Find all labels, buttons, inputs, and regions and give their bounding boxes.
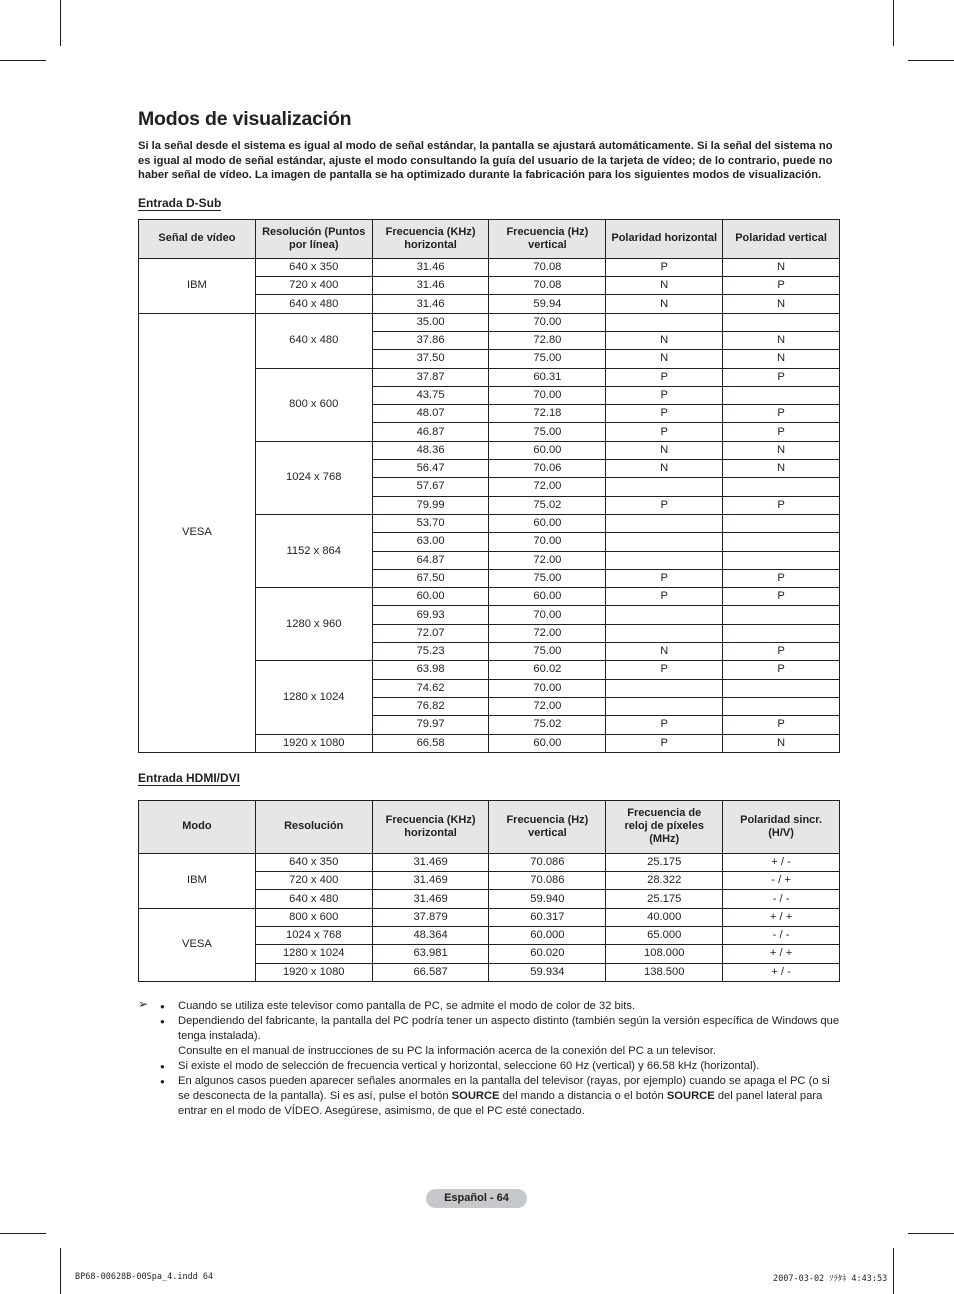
list-item [160,1074,840,1119]
list-item [160,1014,840,1059]
bullet-icon: ● [160,1001,165,1011]
list-item [160,1059,840,1074]
bullet-icon: ● [160,1061,165,1071]
value-cell: N [723,258,840,276]
resolution-cell: 1920 x 1080 [255,734,372,752]
note-text: Cuando se utiliza este televisor como pantalla de PC, se admite el modo de color de 32 bits. [178,999,636,1012]
value-cell: 63.00 [372,533,489,551]
value-cell: 60.020 [489,945,606,963]
note-text: En algunos casos pueden aparecer señales anormales en la pantalla del televisor (rayas, por ejemplo) cuando se apaga el PC (o si se desconecta de la pantalla). Si es así, pulse el botón [178,1074,830,1102]
dsub-header-cell: Frecuencia (Hz) vertical [489,219,606,258]
value-cell: N [606,295,723,313]
value-cell: P [606,258,723,276]
value-cell: 640 x 480 [255,890,372,908]
value-cell: 40.000 [606,908,723,926]
value-cell: 46.87 [372,423,489,441]
crop-mark [0,60,46,61]
value-cell: - / + [723,872,840,890]
value-cell: 63.98 [372,661,489,679]
note-arrow-icon: ➢ [138,996,149,1011]
value-cell: 1280 x 1024 [255,945,372,963]
value-cell: 70.00 [489,679,606,697]
value-cell: 31.469 [372,853,489,871]
value-cell: P [606,588,723,606]
value-cell: 60.00 [372,588,489,606]
value-cell: 31.46 [372,295,489,313]
value-cell: P [723,277,840,295]
dsub-header-cell: Resolución (Puntos por línea) [255,219,372,258]
value-cell: 48.07 [372,405,489,423]
value-cell: P [723,716,840,734]
resolution-cell: 1280 x 960 [255,588,372,661]
hdmi-header-cell: Polaridad sincr. (H/V) [723,800,840,853]
value-cell: N [723,350,840,368]
value-cell: 60.00 [489,734,606,752]
notes-section [138,996,840,1119]
value-cell: N [723,295,840,313]
value-cell: 60.00 [489,441,606,459]
value-cell: 37.879 [372,908,489,926]
dsub-header-cell: Frecuencia (KHz) horizontal [372,219,489,258]
value-cell: 75.00 [489,569,606,587]
value-cell: 1024 x 768 [255,926,372,944]
value-cell: 70.086 [489,872,606,890]
value-cell: 70.00 [489,313,606,331]
page-content [138,108,840,1119]
value-cell: P [606,386,723,404]
value-cell: 720 x 400 [255,872,372,890]
value-cell: 48.364 [372,926,489,944]
button-name-text: SOURCE [666,1089,715,1102]
value-cell: 79.99 [372,496,489,514]
value-cell [723,478,840,496]
value-cell: P [606,716,723,734]
value-cell: 56.47 [372,460,489,478]
dsub-header-cell: Polaridad vertical [723,219,840,258]
value-cell: P [723,643,840,661]
value-cell: P [723,588,840,606]
value-cell: 76.82 [372,697,489,715]
value-cell [606,478,723,496]
value-cell [606,551,723,569]
value-cell: 800 x 600 [255,908,372,926]
value-cell: 25.175 [606,890,723,908]
value-cell: P [723,496,840,514]
page-title: Modos de visualización [138,108,352,130]
value-cell: 31.46 [372,258,489,276]
mode-cell: VESA [139,908,256,981]
value-cell: P [723,368,840,386]
value-cell: N [606,277,723,295]
value-cell: 75.00 [489,423,606,441]
resolution-cell: 640 x 480 [255,295,372,313]
value-cell: + / - [723,963,840,981]
list-item [160,999,840,1014]
signal-cell: VESA [139,313,256,752]
value-cell: 72.00 [489,478,606,496]
value-cell: 59.934 [489,963,606,981]
signal-cell: IBM [139,258,256,313]
resolution-cell: 640 x 350 [255,258,372,276]
note-text: Dependiendo del fabricante, la pantalla del PC podría tener un aspecto distinto (también según la versión específica de Windows que tenga instalada). [178,1014,840,1042]
hdmi-table-body [139,853,840,981]
value-cell [723,679,840,697]
value-cell: 70.00 [489,386,606,404]
value-cell: 75.23 [372,643,489,661]
value-cell: + / + [723,908,840,926]
value-cell: P [723,405,840,423]
value-cell: 60.02 [489,661,606,679]
resolution-cell: 1152 x 864 [255,514,372,587]
value-cell: 138.500 [606,963,723,981]
value-cell: 70.086 [489,853,606,871]
value-cell: 74.62 [372,679,489,697]
hdmi-section-title: Entrada HDMI/DVI [138,770,241,785]
resolution-cell: 800 x 600 [255,368,372,441]
value-cell: 60.31 [489,368,606,386]
value-cell: - / - [723,890,840,908]
dsub-header-cell: Polaridad horizontal [606,219,723,258]
value-cell: 59.94 [489,295,606,313]
value-cell [606,679,723,697]
crop-mark [60,1248,61,1294]
value-cell: 35.00 [372,313,489,331]
value-cell: 43.75 [372,386,489,404]
hdmi-header-cell: Frecuencia de reloj de píxeles (MHz) [606,800,723,853]
value-cell: + / + [723,945,840,963]
value-cell: N [723,331,840,349]
value-cell [606,624,723,642]
value-cell: P [606,496,723,514]
value-cell: 108.000 [606,945,723,963]
value-cell: 69.93 [372,606,489,624]
button-name-text: SOURCE [451,1089,500,1102]
table-row [139,258,840,276]
hdmi-header-cell: Modo [139,800,256,853]
value-cell: P [606,734,723,752]
note-text: del panel lateral para entrar en el modo de VÍDEO. Asegúrese, asimismo, de que el PC esté conectado. [178,1089,823,1117]
value-cell: N [606,460,723,478]
value-cell: 72.80 [489,331,606,349]
value-cell: P [606,661,723,679]
value-cell: 60.317 [489,908,606,926]
value-cell: 75.02 [489,716,606,734]
value-cell: 70.00 [489,606,606,624]
value-cell: 60.000 [489,926,606,944]
crop-mark [893,1248,894,1294]
value-cell: 37.86 [372,331,489,349]
note-text: Consulte en el manual de instrucciones de su PC la información acerca de la conexión del PC a un televisor. [178,1044,716,1057]
footer-timestamp: 2007-03-02 ｿﾗﾀﾈ 4:43:53 [773,1274,888,1284]
value-cell: 57.67 [372,478,489,496]
value-cell: 31.46 [372,277,489,295]
value-cell: N [606,331,723,349]
value-cell: 70.08 [489,277,606,295]
value-cell [606,313,723,331]
value-cell: P [723,661,840,679]
value-cell: 48.36 [372,441,489,459]
hdmi-header-cell: Resolución [255,800,372,853]
value-cell: 25.175 [606,853,723,871]
value-cell: P [723,569,840,587]
value-cell: 75.00 [489,643,606,661]
crop-mark [908,60,954,61]
value-cell [723,606,840,624]
hdmi-header-cell: Frecuencia (Hz) vertical [489,800,606,853]
intro-paragraph: Si la señal desde el sistema es igual al modo de señal estándar, la pantalla se ajustará automáticamente. Si la señal del sistema no es igual al modo de señal estándar, ajuste el modo consultando la guía del usuario de la tarjeta de vídeo; de lo contrario, puede no haber señal de vídeo. La imagen de pantalla se ha optimizado durante la fabricación para los siguientes modos de visualización. [138,140,833,182]
hdmi-table [138,800,840,982]
value-cell: N [606,643,723,661]
value-cell: P [606,368,723,386]
notes-list [138,996,840,1119]
crop-mark [893,0,894,46]
value-cell: 66.58 [372,734,489,752]
value-cell: 60.00 [489,588,606,606]
value-cell: N [606,350,723,368]
value-cell: + / - [723,853,840,871]
value-cell: 31.469 [372,890,489,908]
resolution-cell: 720 x 400 [255,277,372,295]
value-cell [723,386,840,404]
value-cell: P [606,423,723,441]
value-cell: P [606,569,723,587]
table-row [139,313,840,331]
crop-mark [60,0,61,46]
value-cell: 72.07 [372,624,489,642]
page-number-badge: Español - 64 [426,1189,527,1208]
value-cell: 70.06 [489,460,606,478]
crop-mark [0,1233,46,1234]
value-cell: 63.981 [372,945,489,963]
bullet-icon: ● [160,1076,165,1086]
value-cell [723,313,840,331]
value-cell: 66.587 [372,963,489,981]
value-cell [723,514,840,532]
value-cell: 65.000 [606,926,723,944]
value-cell: 64.87 [372,551,489,569]
value-cell: 640 x 350 [255,853,372,871]
note-text: del mando a distancia o el botón [499,1089,667,1102]
dsub-header-cell: Señal de vídeo [139,219,256,258]
value-cell: 37.50 [372,350,489,368]
value-cell: 75.00 [489,350,606,368]
table-row [139,908,840,926]
value-cell: 31.469 [372,872,489,890]
value-cell [723,551,840,569]
crop-mark [908,1233,954,1234]
value-cell: N [723,441,840,459]
value-cell: 1920 x 1080 [255,963,372,981]
value-cell: 70.00 [489,533,606,551]
value-cell [723,533,840,551]
value-cell: 72.00 [489,624,606,642]
value-cell: N [723,734,840,752]
value-cell: N [723,460,840,478]
value-cell: 72.18 [489,405,606,423]
value-cell: P [723,423,840,441]
value-cell: 53.70 [372,514,489,532]
note-text: Si existe el modo de selección de frecuencia vertical y horizontal, seleccione 60 Hz (vertical) y 66.58 kHz (horizontal). [178,1059,760,1072]
value-cell: 72.00 [489,551,606,569]
value-cell [606,533,723,551]
value-cell [606,514,723,532]
value-cell: 60.00 [489,514,606,532]
value-cell: 67.50 [372,569,489,587]
bullet-icon: ● [160,1016,165,1026]
resolution-cell: 1024 x 768 [255,441,372,514]
value-cell [723,624,840,642]
value-cell: N [606,441,723,459]
mode-cell: IBM [139,853,256,908]
value-cell: - / - [723,926,840,944]
value-cell [606,697,723,715]
value-cell: 28.322 [606,872,723,890]
value-cell: 72.00 [489,697,606,715]
table-row [139,853,840,871]
dsub-table-body [139,258,840,752]
dsub-table [138,219,840,753]
value-cell [723,697,840,715]
hdmi-header-cell: Frecuencia (KHz) horizontal [372,800,489,853]
resolution-cell: 640 x 480 [255,313,372,368]
resolution-cell: 1280 x 1024 [255,661,372,734]
value-cell: 70.08 [489,258,606,276]
value-cell: P [606,405,723,423]
value-cell: 75.02 [489,496,606,514]
value-cell: 59.940 [489,890,606,908]
value-cell: 79.97 [372,716,489,734]
dsub-section-title: Entrada D-Sub [138,195,222,210]
footer-filename: BP68-00628B-00Spa_4.indd 64 [75,1272,214,1282]
value-cell: 37.87 [372,368,489,386]
value-cell [606,606,723,624]
